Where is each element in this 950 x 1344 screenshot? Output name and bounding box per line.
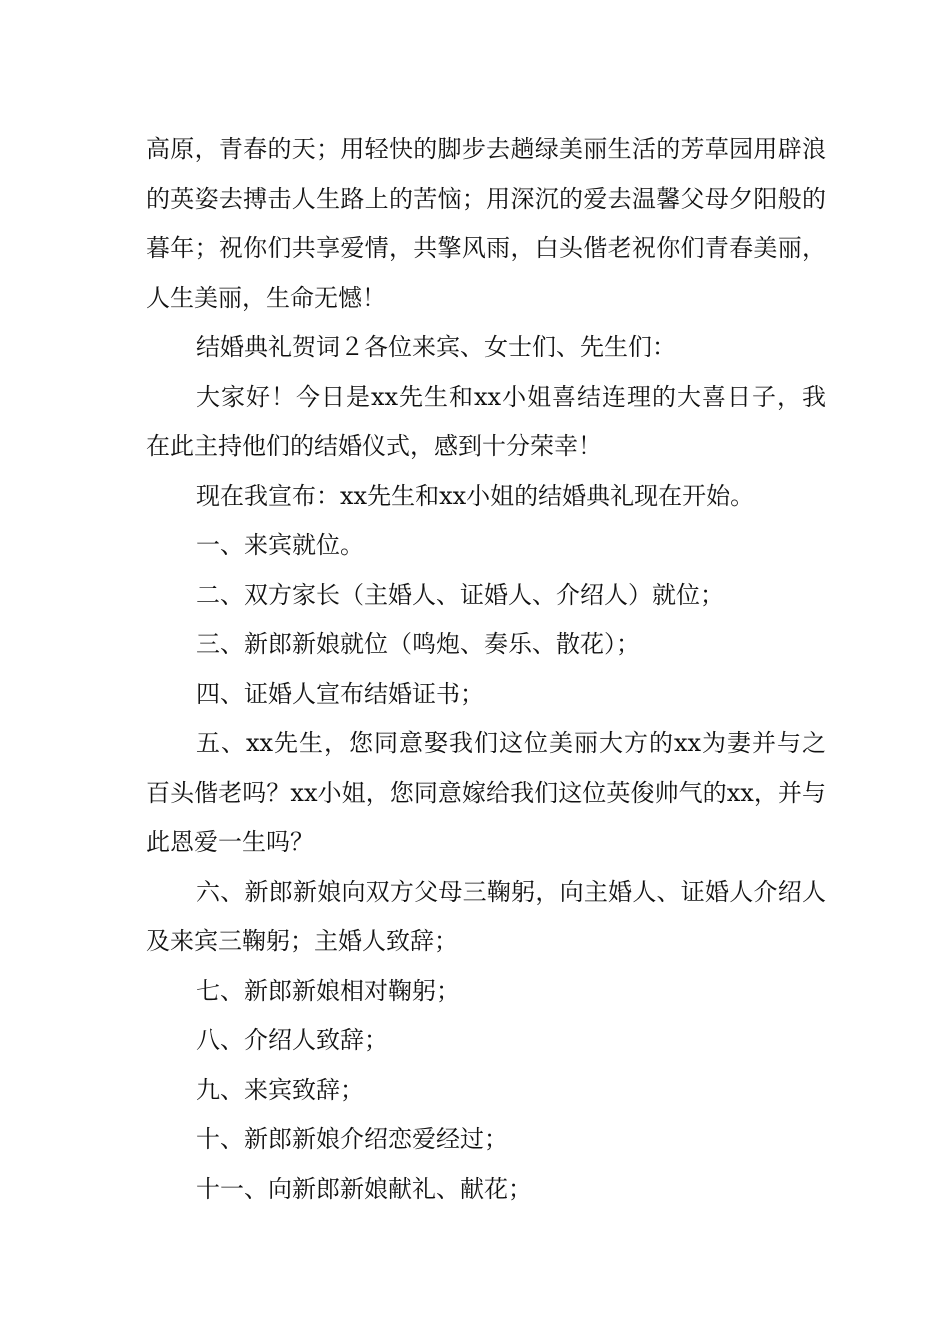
ceremony-step-6: 六、新郎新娘向双方父母三鞠躬，向主婚人、证婚人介绍人及来宾三鞠躬；主婚人致辞； bbox=[146, 877, 826, 955]
ceremony-step-4: 四、证婚人宣布结婚证书； bbox=[196, 679, 484, 708]
paragraph-greeting: 大家好！今日是xx先生和xx小姐喜结连理的大喜日子，我在此主持他们的结婚仪式，感到十分荣幸！ bbox=[146, 382, 826, 460]
paragraph-speech-heading: 结婚典礼贺词２各位来宾、女士们、先生们： bbox=[196, 333, 676, 361]
ceremony-step-3: 三、新郎新娘就位（鸣炮、奏乐、散花）； bbox=[196, 630, 640, 658]
ceremony-step-7: 七、新郎新娘相对鞠躬； bbox=[196, 976, 460, 1005]
ceremony-step-10: 十、新郎新娘介绍恋爱经过； bbox=[196, 1125, 508, 1153]
ceremony-step-9: 九、来宾致辞； bbox=[196, 1075, 364, 1104]
ceremony-step-8: 八、介绍人致辞； bbox=[196, 1026, 388, 1054]
document-body bbox=[146, 125, 826, 1214]
ceremony-step-11: 十一、向新郎新娘献礼、献花； bbox=[196, 1174, 532, 1203]
ceremony-step-5: 五、xx先生，您同意娶我们这位美丽大方的xx为妻并与之百头偕老吗？xx小姐，您同意嫁给我们这位英俊帅气的xx，并与此恩爱一生吗？ bbox=[146, 729, 826, 856]
ceremony-step-1: 一、来宾就位。 bbox=[196, 531, 364, 559]
paragraph-blessing: 高原，青春的天；用轻快的脚步去趟绿美丽生活的芳草园用辟浪的英姿去搏击人生路上的苦恼；用深沉的爱去温馨父母夕阳般的暮年；祝你们共享爱情，共擎风雨，白头偕老祝你们青春美丽，人生美丽，生命无憾！ bbox=[146, 135, 826, 312]
paragraph-announcement: 现在我宣布：xx先生和xx小姐的结婚典礼现在开始。 bbox=[196, 481, 755, 510]
ceremony-step-2: 二、双方家长（主婚人、证婚人、介绍人）就位； bbox=[196, 580, 724, 609]
